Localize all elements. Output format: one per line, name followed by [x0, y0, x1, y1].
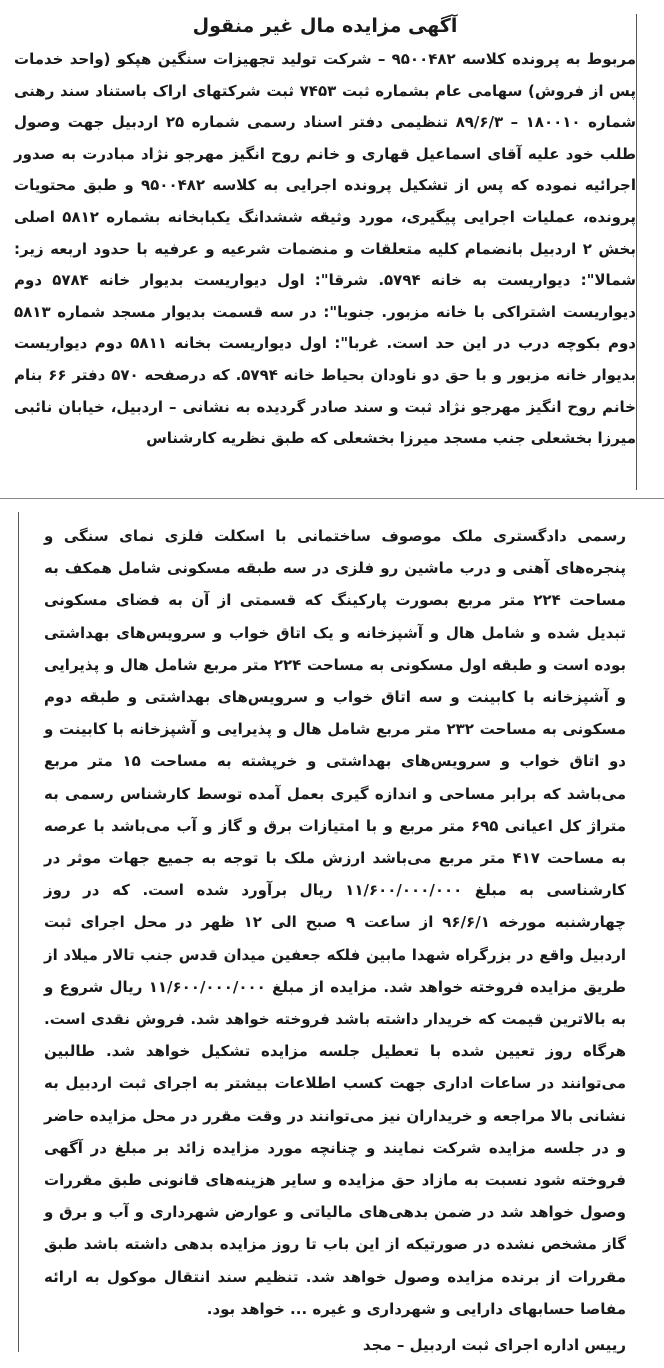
section-divider [0, 498, 664, 499]
notice-title: آگهی مزایده مال غیر منقول [192, 15, 458, 37]
notice-signature: رییس اداره اجرای ثبت اردبیل – مجد [362, 1336, 626, 1355]
column-rule-right [636, 14, 637, 490]
notice-paragraph-bottom: رسمی دادگستری ملک موصوف ساختمانی با اسکلت فلزی نمای سنگی و پنجره‌های آهنی و درب ماشین رو فلزی در سه طبقه مسکونی شامل همکف به مساحت ۲۲۴ متر مربع بصورت پارکینگ که قسمتی از آن به فضای مسکونی تبدیل شده و شامل هال و آشپزخانه و یک اتاق خواب و سرویس‌های بهداشتی بوده است و طبقه اول مسکونی به مساحت ۲۲۴ متر مربع شامل هال و پذیرایی و آشپزخانه با کابینت و سه اتاق خواب و سرویس‌های بهداشتی و طبقه دوم مسکونی به مساحت ۲۳۲ متر مربع شامل هال و پذیرایی و آشپزخانه با کابینت و دو اتاق خواب و سرویس‌های بهداشتی و خرپشته به مساحت ۱۵ متر مربع می‌باشد که برابر مساحی و اندازه گیری بعمل آمده توسط کارشناس رسمی به متراژ کل اعیانی ۶۹۵ متر مربع و با امتیازات برق و گاز و آب می‌باشد با عرصه به مساحت ۴۱۷ متر مربع می‌باشد ارزش ملک با توجه به جمیع جهات موثر در کارشناسی به مبلغ ۱۱/۶۰۰/۰۰۰/۰۰۰ ریال برآورد شده است. که در روز چهارشنبه مورخه ۹۶/۶/۱ از ساعت ۹ صبح الی ۱۲ ظهر در محل اجرای ثبت اردبیل واقع در بزرگراه شهدا مابین فلکه جعفین میدان قدس جنب تالار میلاد از طریق مزایده فروخته خواهد شد. مزایده از مبلغ ۱۱/۶۰۰/۰۰۰/۰۰۰ ریال شروع و به بالاترین قیمت که خریدار داشته باشد فروخته خواهد شد. فروش نقدی است. هرگاه روز تعیین شده با تعطیل جلسه مزایده تشکیل خواهد شد. طالبین می‌توانند در ساعات اداری جهت کسب اطلاعات بیشتر به اجرای ثبت اردبیل به نشانی بالا مراجعه و خریداران نیز می‌توانند در وقت مقرر در محل مزایده حاضر و در جلسه مزایده شرکت نمایند و چنانچه مورد مزایده زائد بر مبلغ در آگهی فروخته شود نسبت به مازاد حق مزایده و سایر هزینه‌های قانونی طبق مقررات وصول خواهد شد در ضمن بدهی‌های مالیاتی و عوارض شهرداری و آب و برق و گاز مشخص نشده در صورتیکه از این باب تا روز مزایده بدهی داشته باشد طبق مقررات از برنده مزایده وصول خواهد شد. تنظیم سند انتقال موکول به ارائه مفاصا حسابهای دارایی و شهرداری و غیره ... خواهد بود. [44, 527, 626, 1318]
column-rule-left [18, 512, 19, 1352]
notice-paragraph-top: مربوط به پرونده کلاسه ۹۵۰۰۴۸۲ – شرکت تولید تجهیزات سنگین هپکو (واحد خدمات پس از فروش) سهامی عام بشماره ثبت ۷۴۵۳ ثبت شرکتهای اراک باستناد سند رهنی شماره ۱۸۰۰۱۰ – ۸۹/۶/۳ تنظیمی دفتر اسناد رسمی شماره ۲۵ اردبیل جهت وصول طلب خود علیه آقای اسماعیل قهاری و خانم روح انگیز مهرجو نژاد مبادرت به صدور اجرائیه نموده که پس از تشکیل پرونده اجرایی به کلاسه ۹۵۰۰۴۸۲ و طبق محتویات پرونده، عملیات اجرایی پیگیری، مورد وثیقه ششدانگ یکبابخانه بشماره ۵۸۱۲ اصلی بخش ۲ اردبیل بانضمام کلیه متعلقات و منضمات شرعیه و عرفیه با حدود اربعه زیر: شمالا": دیواریست به خانه ۵۷۹۴. شرقا": اول دیواریست بدیوار خانه ۵۷۸۴ دوم دیواریست اشتراکی با خانه مزبور. جنوبا": در سه قسمت بدیوار مسجد شماره ۵۸۱۳ دوم بکوچه درب در این حد است. غربا": اول دیواریست بخانه ۵۸۱۱ دوم دیواریست بدیوار خانه مزبور و با حق دو ناودان بحیاط خانه ۵۷۹۴. که درصفحه ۵۷۰ دفتر ۶۶ بنام خانم روح انگیز مهرجو نژاد ثبت و سند صادر گردیده به نشانی – اردبیل، خیابان نائبی میرزا بخشعلی جنب مسجد میرزا بخشعلی که طبق نظریه کارشناس [14, 50, 637, 448]
notice-top-column [14, 12, 636, 455]
notice-bottom-column [44, 520, 626, 1361]
